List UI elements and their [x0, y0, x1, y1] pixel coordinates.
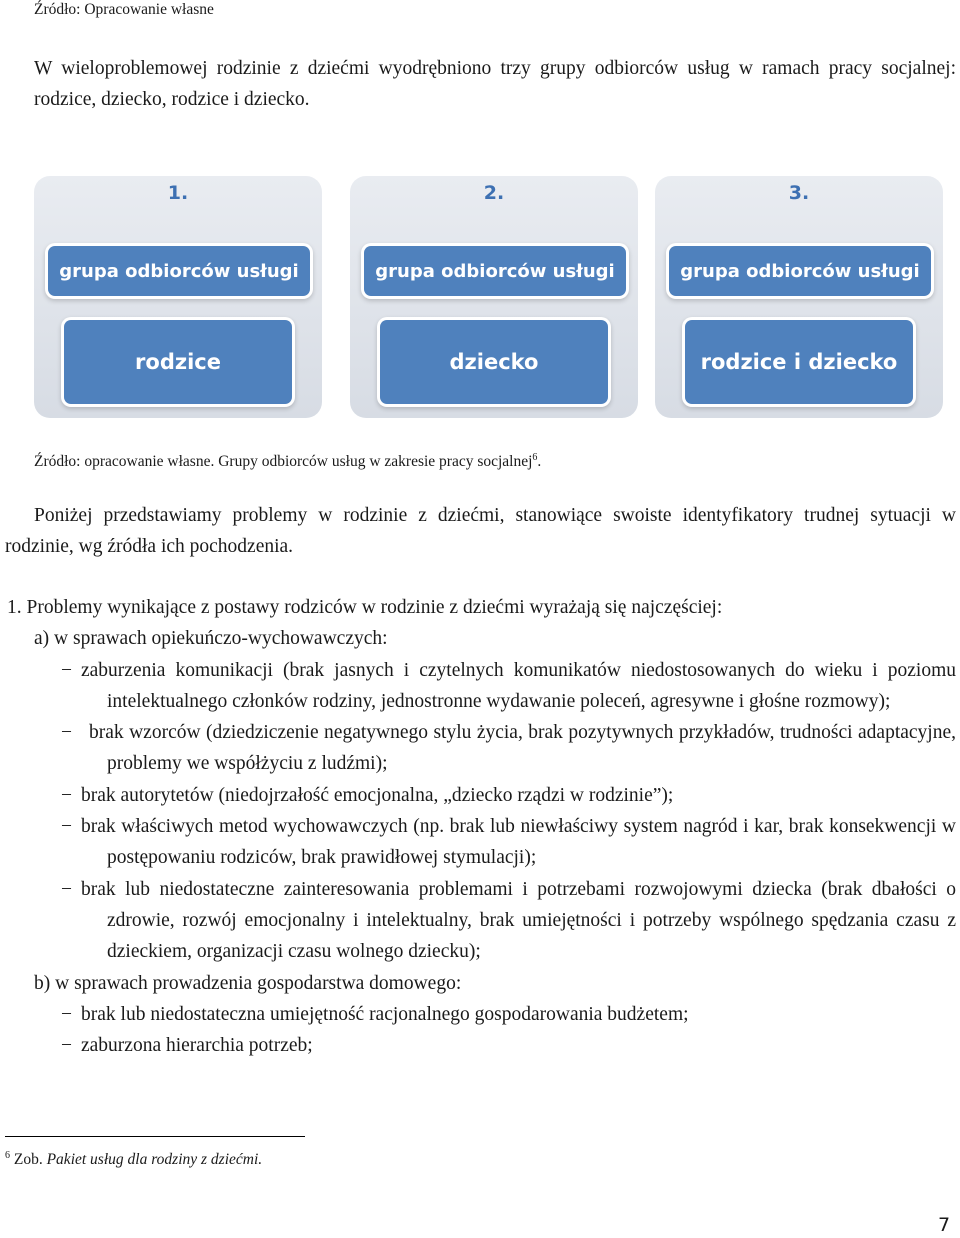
group-label-box: grupa odbiorców usługi	[364, 246, 626, 296]
list-item: − brak wzorców (dziedziczenie negatywnego stylu życia, brak pozytywnych przykładów, trudności adaptacyjne, problemy we współżyciu z ludźmi);	[61, 722, 956, 775]
group-column-3	[655, 176, 943, 418]
group-name-box: dziecko	[380, 320, 608, 404]
footnote-title: Pakiet usług dla rodziny z dziećmi.	[46, 1151, 263, 1169]
footnote: $^6$ Zob. Pakiet usług dla rodziny z dziećmi.	[5, 1150, 263, 1169]
page-number: 7	[938, 1214, 951, 1236]
intro-paragraph: W wieloproblemowej rodzinie z dziećmi wyodrębniono trzy grupy odbiorców usług w ramach pracy socjalnej: rodzice, dziecko, rodzice i dziecko.	[34, 58, 956, 110]
groups-diagram	[34, 176, 944, 418]
footnote-ref: 6	[532, 452, 538, 463]
group-name-box: rodzice	[64, 320, 292, 404]
sublist-b-heading: b) w sprawach prowadzenia gospodarstwa domowego:	[34, 972, 462, 994]
source-note-top: Źródło: Opracowanie własne	[34, 1, 214, 18]
diagram-caption: Źródło: opracowanie własne. Grupy odbiorców usług w zakresie pracy socjalnej$^6$.	[34, 452, 542, 471]
problems-list	[5, 592, 956, 1061]
group-column-1	[34, 176, 322, 418]
group-name-box: rodzice i dziecko	[685, 320, 913, 404]
group-number: 3.	[788, 182, 810, 204]
group-number: 1.	[167, 182, 189, 204]
list-item: − brak lub niedostateczne zainteresowania problemami i potrzebami rozwojowymi dziecka (brak dbałości o zdrowie, rozwój emocjonalny i intelektualny, brak umiejętności i potrzeby wspólnego spędzania czasu z dzieckiem, organizacji czasu wolnego dziecku);	[61, 878, 956, 963]
group-label-box: grupa odbiorców usługi	[48, 246, 310, 296]
footnote-separator	[5, 1136, 305, 1137]
sublist-a-heading: a) w sprawach opiekuńczo-wychowawczych:	[34, 628, 388, 650]
problems-intro-paragraph: Poniżej przedstawiamy problemy w rodzinie z dziećmi, stanowiące swoiste identyfikatory trudnej sytuacji w rodzinie, wg źródła ich pochodzenia.	[5, 505, 956, 557]
list-item: − zaburzenia komunikacji (brak jasnych i czytelnych komunikatów niedostosowanych do wieku i poziomu intelektualnego członków rodziny, jednostronne wydawanie poleceń, agresywne i głośne rozmowy);	[61, 659, 956, 712]
list-item: − brak autorytetów (niedojrzałość emocjonalna, „dziecko rządzi w rodzinie”);	[61, 784, 674, 806]
list-item: − brak właściwych metod wychowawczych (np. brak lub niewłaściwy system nagród i kar, brak konsekwencji w postępowaniu rodziców, brak prawidłowej stymulacji);	[61, 816, 956, 869]
group-label-box: grupa odbiorców usługi	[669, 246, 931, 296]
footnote-number: 6	[5, 1150, 10, 1161]
group-column-2	[350, 176, 638, 418]
list-item-1: 1. Problemy wynikające z postawy rodziców w rodzinie z dziećmi wyrażają się najczęściej:	[7, 597, 723, 618]
group-number: 2.	[483, 182, 505, 204]
list-item: − zaburzona hierarchia potrzeb;	[61, 1035, 313, 1057]
list-item: − brak lub niedostateczna umiejętność racjonalnego gospodarowania budżetem;	[61, 1003, 689, 1025]
